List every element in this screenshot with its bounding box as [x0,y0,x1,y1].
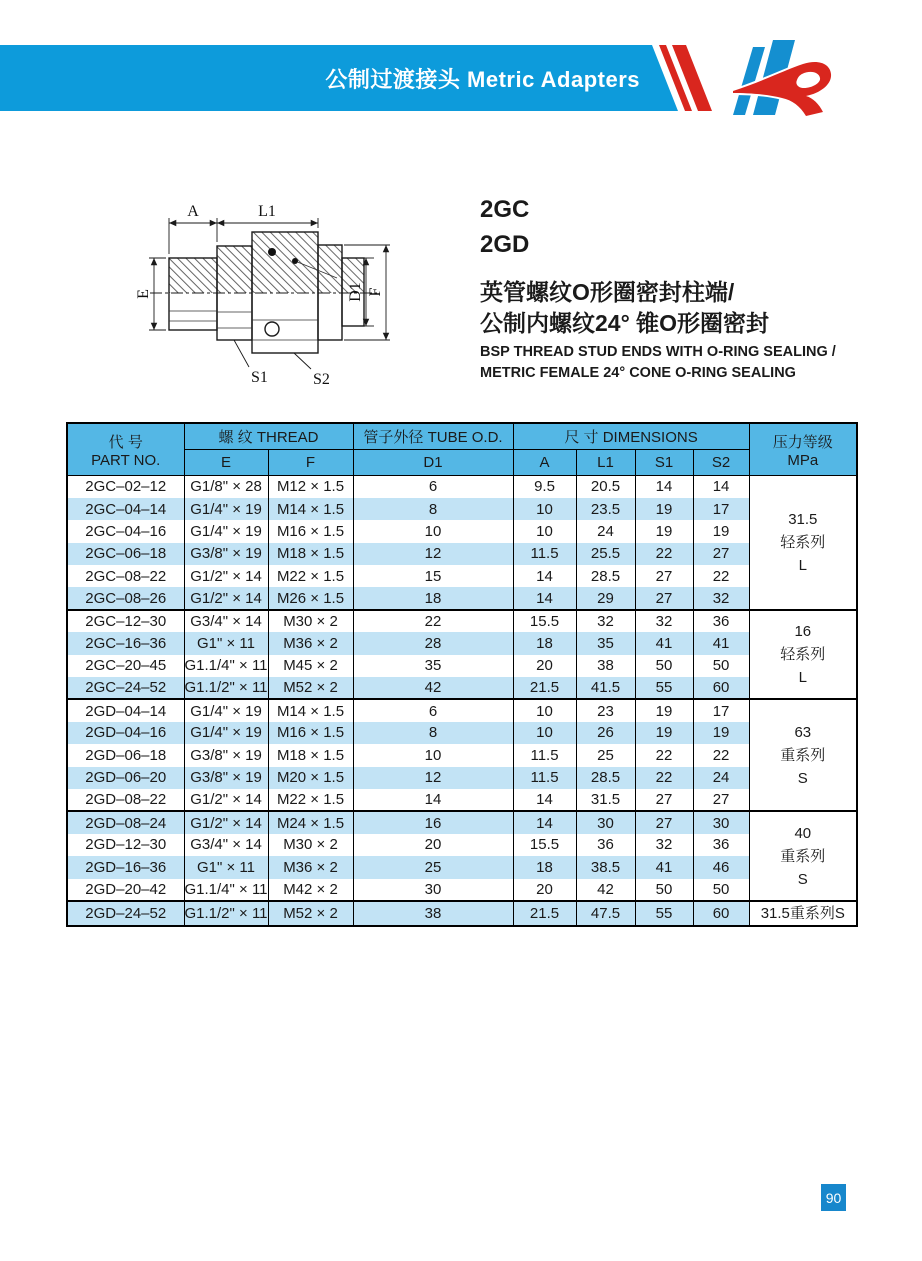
table-row [67,632,857,654]
description-en-line1: BSP THREAD STUD ENDS WITH O-RING SEALING / [480,344,836,360]
cell-thread-f: M18 × 1.5 [268,744,353,766]
table-row [67,610,857,632]
product-code-2gd: 2GD [480,231,530,258]
cell-thread-f: M36 × 2 [268,856,353,878]
header-part-no-zh: 代 号 [108,433,143,451]
cell-dim-a: 11.5 [513,543,576,565]
table-row [67,834,857,856]
cell-dim-s1: 32 [635,610,693,632]
cell-part-no: 2GD–08–24 [67,811,184,833]
cell-dim-s1: 32 [635,834,693,856]
cell-thread-e: G1.1/2" × 11 [184,901,268,926]
cell-dim-s1: 19 [635,498,693,520]
cell-thread-f: M45 × 2 [268,655,353,677]
cell-dim-s2: 24 [693,767,749,789]
cell-dim-a: 15.5 [513,610,576,632]
cell-part-no: 2GD–24–52 [67,901,184,926]
table-row [67,498,857,520]
cell-pressure-group: 31.5 轻系列 L [749,476,857,610]
cell-thread-f: M36 × 2 [268,632,353,654]
table-row [67,811,857,833]
cell-part-no: 2GD–20–42 [67,879,184,901]
cell-dim-a: 15.5 [513,834,576,856]
cell-thread-e: G1/2" × 14 [184,587,268,609]
cell-thread-e: G1" × 11 [184,856,268,878]
table-row [67,767,857,789]
spec-table [66,422,858,927]
cell-dim-s1: 41 [635,856,693,878]
cell-dim-a: 10 [513,520,576,542]
cell-dim-l1: 38 [576,655,635,677]
cell-part-no: 2GD–12–30 [67,834,184,856]
cell-dim-l1: 47.5 [576,901,635,926]
cell-dim-a: 18 [513,856,576,878]
header-sub-s2: S2 [693,450,749,476]
cell-tube-od-d1: 28 [353,632,513,654]
cell-thread-f: M12 × 1.5 [268,476,353,498]
cell-thread-f: M20 × 1.5 [268,767,353,789]
cell-thread-e: G1/4" × 19 [184,699,268,721]
header-sub-f: F [268,450,353,476]
cell-dim-s2: 36 [693,834,749,856]
header-pressure-zh: 压力等级 [772,433,833,451]
cell-dim-l1: 23.5 [576,498,635,520]
cell-part-no: 2GD–08–22 [67,789,184,811]
cell-tube-od-d1: 35 [353,655,513,677]
cell-thread-f: M16 × 1.5 [268,520,353,542]
table-header-row-1 [67,423,857,450]
cell-dim-s1: 19 [635,699,693,721]
header-pressure-unit: MPa [787,451,819,469]
cell-dim-s1: 27 [635,811,693,833]
cell-part-no: 2GD–06–18 [67,744,184,766]
cell-dim-l1: 38.5 [576,856,635,878]
table-row [67,476,857,498]
cell-dim-l1: 26 [576,722,635,744]
page-title: 公制过渡接头 Metric Adapters [325,66,640,92]
cell-thread-e: G1/4" × 19 [184,498,268,520]
cell-part-no: 2GC–24–52 [67,677,184,699]
header-thread: 螺 纹 THREAD [184,423,353,450]
cell-dim-s2: 50 [693,879,749,901]
cell-tube-od-d1: 16 [353,811,513,833]
cell-tube-od-d1: 18 [353,587,513,609]
cell-thread-f: M30 × 2 [268,610,353,632]
cell-dim-s2: 22 [693,565,749,587]
cell-dim-s1: 19 [635,520,693,542]
table-row [67,901,857,926]
cell-dim-l1: 42 [576,879,635,901]
description-en-line2: METRIC FEMALE 24° CONE O-RING SEALING [480,365,796,381]
cell-dim-l1: 32 [576,610,635,632]
cell-part-no: 2GD–06–20 [67,767,184,789]
cell-dim-s1: 41 [635,632,693,654]
cell-dim-a: 21.5 [513,901,576,926]
cell-thread-e: G1.1/4" × 11 [184,879,268,901]
product-code-2gc: 2GC [480,196,530,223]
cell-part-no: 2GC–20–45 [67,655,184,677]
cell-part-no: 2GC–02–12 [67,476,184,498]
cell-dim-s2: 27 [693,789,749,811]
header-sub-e: E [184,450,268,476]
cell-thread-f: M52 × 2 [268,677,353,699]
cell-thread-e: G1/2" × 14 [184,789,268,811]
cell-thread-f: M22 × 1.5 [268,565,353,587]
cell-dim-a: 21.5 [513,677,576,699]
cell-dim-l1: 36 [576,834,635,856]
table-row [67,677,857,699]
cell-dim-l1: 31.5 [576,789,635,811]
dim-label-f: F [367,287,384,297]
cell-dim-s2: 32 [693,587,749,609]
cell-tube-od-d1: 8 [353,722,513,744]
cell-thread-e: G1/2" × 14 [184,565,268,587]
cell-dim-a: 18 [513,632,576,654]
cell-thread-f: M14 × 1.5 [268,498,353,520]
cell-pressure-group: 16 轻系列 L [749,610,857,700]
cell-thread-f: M16 × 1.5 [268,722,353,744]
cell-tube-od-d1: 8 [353,498,513,520]
cell-dim-a: 14 [513,789,576,811]
cell-thread-f: M14 × 1.5 [268,699,353,721]
table-row [67,587,857,609]
table-row [67,879,857,901]
cell-dim-s1: 22 [635,543,693,565]
cell-part-no: 2GC–12–30 [67,610,184,632]
cell-dim-a: 11.5 [513,767,576,789]
table-row [67,744,857,766]
description-zh [480,277,769,339]
cell-thread-e: G1/2" × 14 [184,811,268,833]
cell-thread-e: G3/4" × 14 [184,610,268,632]
cell-dim-a: 14 [513,587,576,609]
cell-tube-od-d1: 10 [353,744,513,766]
cell-thread-e: G1/8" × 28 [184,476,268,498]
table-row [67,856,857,878]
cell-thread-f: M18 × 1.5 [268,543,353,565]
cell-dim-l1: 20.5 [576,476,635,498]
description-zh-line2: 公制内螺纹24° 锥O形圈密封 [480,310,770,336]
cell-tube-od-d1: 10 [353,520,513,542]
description-en [480,342,836,384]
cell-dim-s1: 22 [635,744,693,766]
cell-dim-a: 11.5 [513,744,576,766]
cell-part-no: 2GD–04–14 [67,699,184,721]
table-row [67,655,857,677]
cell-thread-f: M42 × 2 [268,879,353,901]
o-ring-dot-icon [268,248,276,256]
header-part-no-en: PART NO. [91,451,161,469]
cell-tube-od-d1: 25 [353,856,513,878]
header-pressure [749,423,857,476]
cell-dim-s2: 36 [693,610,749,632]
cell-thread-e: G1.1/4" × 11 [184,655,268,677]
header-tube-od: 管子外径 TUBE O.D. [353,423,513,450]
cell-tube-od-d1: 42 [353,677,513,699]
cell-thread-e: G3/4" × 14 [184,834,268,856]
cell-dim-a: 10 [513,699,576,721]
cell-dim-s2: 60 [693,677,749,699]
table-row [67,565,857,587]
header-sub-l1: L1 [576,450,635,476]
product-codes [480,192,529,262]
cell-dim-s1: 55 [635,901,693,926]
cell-tube-od-d1: 14 [353,789,513,811]
cell-tube-od-d1: 22 [353,610,513,632]
cell-dim-l1: 24 [576,520,635,542]
cell-thread-e: G1.1/2" × 11 [184,677,268,699]
cell-dim-l1: 35 [576,632,635,654]
cell-tube-od-d1: 6 [353,476,513,498]
cell-part-no: 2GD–04–16 [67,722,184,744]
cell-dim-s2: 17 [693,498,749,520]
cell-dim-s1: 50 [635,879,693,901]
cell-thread-e: G3/8" × 19 [184,767,268,789]
cell-thread-f: M22 × 1.5 [268,789,353,811]
header-sub-d1: D1 [353,450,513,476]
cell-dim-a: 10 [513,722,576,744]
cell-part-no: 2GC–04–14 [67,498,184,520]
cell-dim-l1: 28.5 [576,565,635,587]
cell-tube-od-d1: 6 [353,699,513,721]
cell-tube-od-d1: 12 [353,543,513,565]
cell-dim-l1: 30 [576,811,635,833]
cell-dim-s1: 19 [635,722,693,744]
cell-tube-od-d1: 20 [353,834,513,856]
cell-dim-a: 9.5 [513,476,576,498]
cell-part-no: 2GC–08–22 [67,565,184,587]
cell-dim-a: 20 [513,655,576,677]
cell-tube-od-d1: 12 [353,767,513,789]
cell-thread-e: G1" × 11 [184,632,268,654]
cell-dim-s2: 27 [693,543,749,565]
dim-label-e: E [135,289,152,299]
dim-label-s2: S2 [313,371,330,388]
cell-thread-f: M30 × 2 [268,834,353,856]
cell-part-no: 2GC–08–26 [67,587,184,609]
cell-part-no: 2GC–06–18 [67,543,184,565]
cell-tube-od-d1: 30 [353,879,513,901]
cell-pressure-group: 40 重系列 S [749,811,857,901]
table-row [67,722,857,744]
cell-dim-s2: 46 [693,856,749,878]
header-dimensions: 尺 寸 DIMENSIONS [513,423,749,450]
cell-dim-l1: 41.5 [576,677,635,699]
dim-label-a: A [187,203,199,220]
cell-part-no: 2GC–16–36 [67,632,184,654]
dim-label-l1: L1 [258,203,276,220]
cell-dim-a: 14 [513,811,576,833]
cell-dim-s1: 50 [635,655,693,677]
table-header-row-2 [67,450,857,476]
header-sub-a: A [513,450,576,476]
description-zh-line1: 英管螺纹O形圈密封柱端/ [480,279,735,305]
cell-dim-l1: 29 [576,587,635,609]
cell-dim-s1: 14 [635,476,693,498]
cell-dim-s1: 22 [635,767,693,789]
table-row [67,520,857,542]
cell-part-no: 2GD–16–36 [67,856,184,878]
cell-dim-l1: 25 [576,744,635,766]
cell-pressure-group: 63 重系列 S [749,699,857,811]
cell-dim-s2: 50 [693,655,749,677]
fitting-drawing [122,190,457,400]
cell-dim-l1: 28.5 [576,767,635,789]
cell-dim-s1: 27 [635,565,693,587]
page-number: 90 [821,1184,846,1211]
cell-dim-s2: 41 [693,632,749,654]
cell-thread-e: G3/8" × 19 [184,744,268,766]
dim-label-s1: S1 [251,369,268,386]
table-body [67,476,857,926]
cell-dim-s2: 22 [693,744,749,766]
cell-tube-od-d1: 15 [353,565,513,587]
cell-dim-s2: 30 [693,811,749,833]
dim-label-d1: D1 [347,282,364,302]
header-part-no [67,423,184,476]
cell-dim-s2: 19 [693,722,749,744]
cell-dim-s1: 27 [635,789,693,811]
cell-thread-e: G1/4" × 19 [184,520,268,542]
cell-dim-s2: 14 [693,476,749,498]
cell-dim-s2: 60 [693,901,749,926]
cell-tube-od-d1: 38 [353,901,513,926]
cell-thread-e: G3/8" × 19 [184,543,268,565]
header-sub-s1: S1 [635,450,693,476]
cell-pressure-group: 31.5重系列S [749,901,857,926]
cell-dim-a: 20 [513,879,576,901]
table-row [67,699,857,721]
cell-dim-s1: 55 [635,677,693,699]
cell-dim-l1: 25.5 [576,543,635,565]
table-row [67,789,857,811]
cell-part-no: 2GC–04–16 [67,520,184,542]
cell-thread-f: M52 × 2 [268,901,353,926]
cell-dim-a: 10 [513,498,576,520]
brand-logo-icon [733,40,831,116]
cell-thread-f: M26 × 1.5 [268,587,353,609]
cell-dim-l1: 23 [576,699,635,721]
cell-dim-s1: 27 [635,587,693,609]
cell-dim-a: 14 [513,565,576,587]
cell-dim-s2: 17 [693,699,749,721]
table-row [67,543,857,565]
cell-thread-e: G1/4" × 19 [184,722,268,744]
cell-dim-s2: 19 [693,520,749,542]
cell-thread-f: M24 × 1.5 [268,811,353,833]
